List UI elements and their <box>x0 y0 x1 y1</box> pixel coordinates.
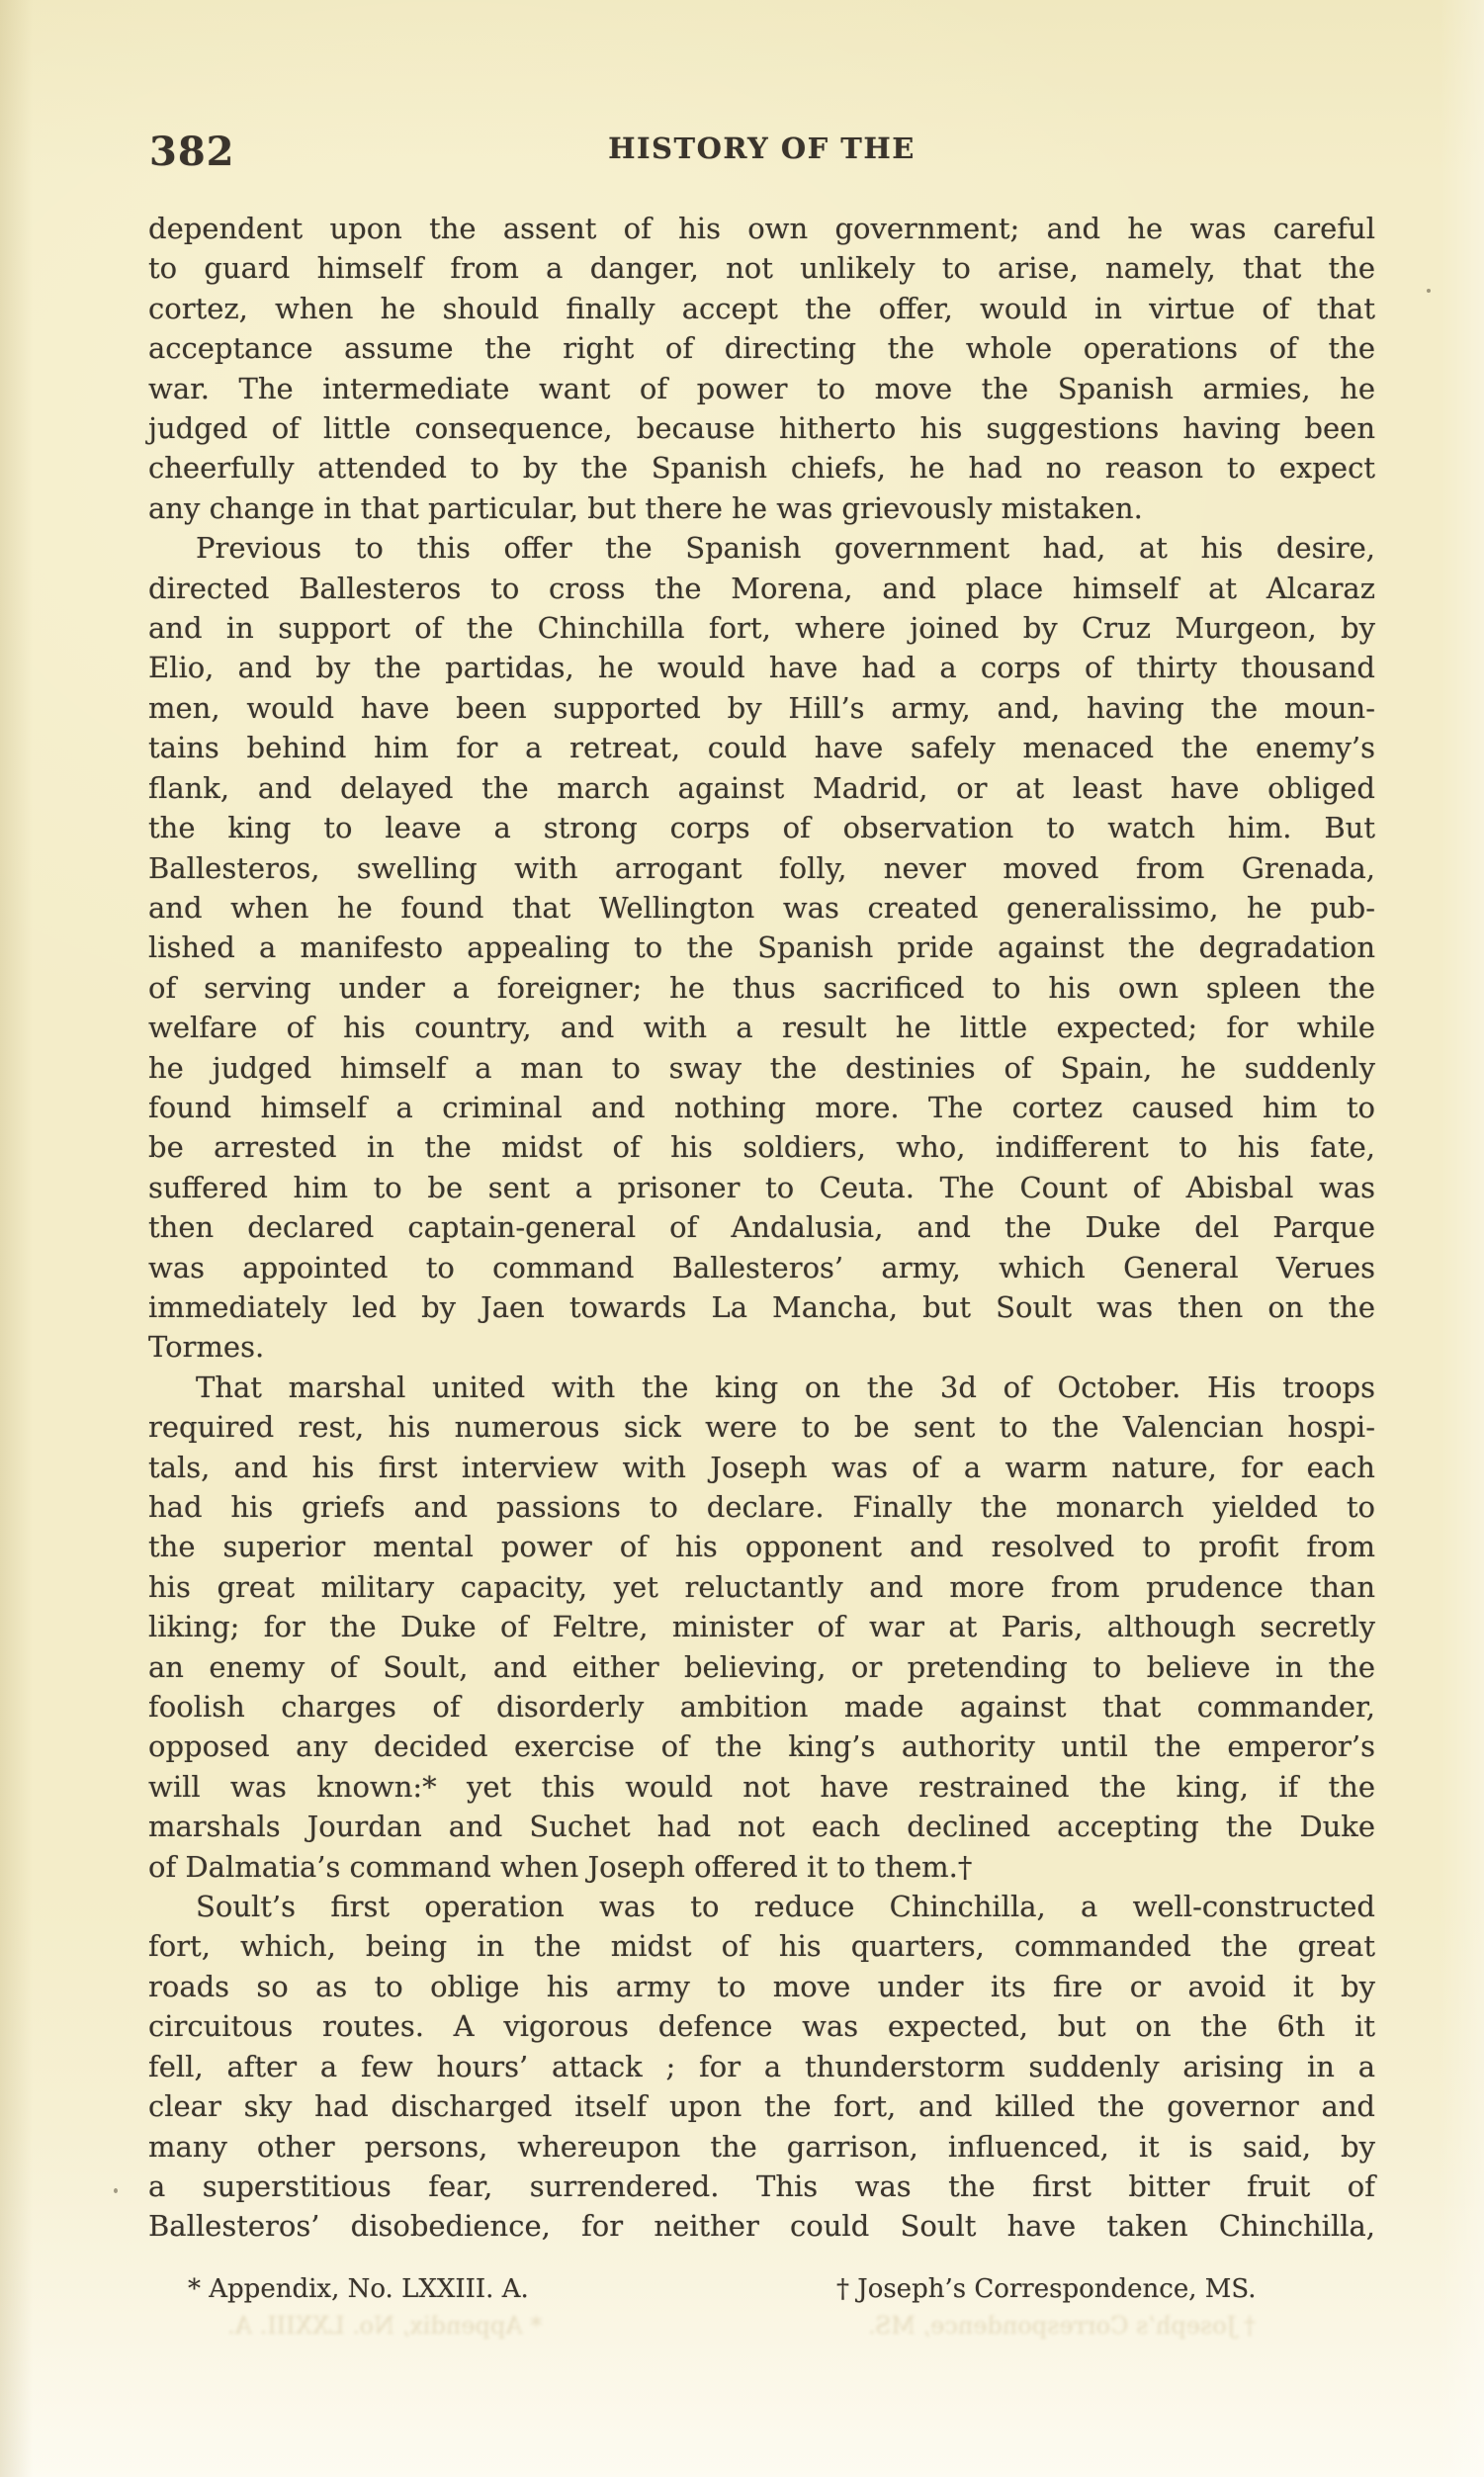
paper-speck <box>114 2188 118 2193</box>
bleed-through-fragment: † Joseph’s Correspondence, MS. <box>868 2312 1256 2340</box>
text-line: an enemy of Soult, and either believing, or pretending to believe in the <box>148 1649 1375 1684</box>
text-line: directed Ballesteros to cross the Morena, and place himself at Alcaraz <box>148 571 1375 605</box>
text-line: fort, which, being in the midst of his quarters, commanded the great <box>148 1929 1375 1964</box>
text-line: of serving under a foreigner; he thus sacrificed to his own spleen the <box>148 970 1375 1005</box>
text-line: tains behind him for a retreat, could have safely menaced the enemy’s <box>148 731 1375 765</box>
page-number: 382 <box>149 129 235 175</box>
running-title: HISTORY OF THE <box>608 132 916 165</box>
text-line: That marshal united with the king on the 3d of October. His troops <box>196 1370 1375 1404</box>
text-line: suffered him to be sent a prisoner to Ceuta. The Count of Abisbal was <box>148 1170 1375 1204</box>
running-head <box>0 0 1484 198</box>
text-line: the king to leave a strong corps of observation to watch him. But <box>148 811 1375 845</box>
footnotes <box>0 2274 1484 2314</box>
paper-speck <box>1427 289 1431 293</box>
text-line: and when he found that Wellington was created generalissimo, he pub- <box>148 890 1375 925</box>
text-line: was appointed to command Ballesteros’ army, which General Verues <box>148 1250 1375 1284</box>
footnote-correspondence: † Joseph’s Correspondence, MS. <box>836 2274 1257 2304</box>
text-line: had his griefs and passions to declare. Finally the monarch yielded to <box>148 1490 1375 1524</box>
text-line: a superstitious fear, surrendered. This was the first bitter fruit of <box>148 2168 1375 2203</box>
text-line: clear sky had discharged itself upon the fort, and killed the governor and <box>148 2089 1375 2124</box>
text-line: Elio, and by the partidas, he would have had a corps of thirty thousand <box>148 651 1375 685</box>
bleed-through-text <box>227 2312 1256 2340</box>
bleed-through-fragment: * Appendix, No. LXXIII. A. <box>227 2312 543 2340</box>
text-line: of Dalmatia’s command when Joseph offered it to them.† <box>148 1849 973 1884</box>
text-line: then declared captain-general of Andalusia, and the Duke del Parque <box>148 1210 1375 1245</box>
text-line: cortez, when he should finally accept the offer, would in virtue of that <box>148 291 1375 325</box>
text-line: to guard himself from a danger, not unlikely to arise, namely, that the <box>148 251 1375 286</box>
text-line: be arrested in the midst of his soldiers, who, indifferent to his fate, <box>148 1130 1375 1165</box>
text-line: men, would have been supported by Hill’s army, and, having the moun- <box>148 690 1375 725</box>
text-line: circuitous routes. A vigorous defence was expected, but on the 6th it <box>148 2009 1375 2044</box>
text-line: flank, and delayed the march against Madrid, or at least have obliged <box>148 770 1375 805</box>
text-line: acceptance assume the right of directing the whole operations of the <box>148 331 1375 366</box>
text-line: and in support of the Chinchilla fort, where joined by Cruz Murgeon, by <box>148 611 1375 646</box>
text-line: fell, after a few hours’ attack ; for a thunderstorm suddenly arising in a <box>148 2049 1375 2083</box>
text-line: Previous to this offer the Spanish government had, at his desire, <box>196 531 1375 566</box>
text-line: dependent upon the assent of his own government; and he was careful <box>148 212 1375 245</box>
text-line: cheerfully attended to by the Spanish chiefs, he had no reason to expect <box>148 451 1375 486</box>
text-line: required rest, his numerous sick were to be sent to the Valencian hospi- <box>148 1410 1375 1445</box>
text-line: welfare of his country, and with a result he little expected; for while <box>148 1011 1375 1045</box>
text-line: roads so as to oblige his army to move under its fire or avoid it by <box>148 1969 1375 2003</box>
page-body <box>148 209 1375 2247</box>
text-line: lished a manifesto appealing to the Spanish pride against the degradation <box>148 930 1375 965</box>
footnote-appendix: * Appendix, No. LXXIII. A. <box>188 2274 529 2304</box>
text-line: Soult’s first operation was to reduce Chinchilla, a well-constructed <box>196 1890 1375 1924</box>
text-line: liking; for the Duke of Feltre, minister of war at Paris, although secretly <box>148 1610 1375 1644</box>
text-line: the superior mental power of his opponent and resolved to profit from <box>148 1530 1375 1564</box>
text-line: tals, and his first interview with Joseph was of a warm nature, for each <box>148 1450 1375 1484</box>
text-line: will was known:* yet this would not have restrained the king, if the <box>148 1769 1375 1804</box>
text-line: opposed any decided exercise of the king’s authority until the emperor’s <box>148 1729 1375 1764</box>
text-line: Ballesteros’ disobedience, for neither could Soult have taken Chinchilla, <box>148 2209 1375 2244</box>
text-line: foolish charges of disorderly ambition made against that commander, <box>148 1690 1375 1725</box>
text-line: Tormes. <box>148 1330 265 1365</box>
text-line: his great military capacity, yet reluctantly and more from prudence than <box>148 1569 1375 1604</box>
text-line: marshals Jourdan and Suchet had not each declined accepting the Duke <box>148 1810 1375 1844</box>
text-line: any change in that particular, but there he was grievously mistaken. <box>148 490 1143 525</box>
text-line: found himself a criminal and nothing more. The cortez caused him to <box>148 1090 1375 1124</box>
text-line: judged of little consequence, because hitherto his suggestions having been <box>148 411 1375 446</box>
text-line: many other persons, whereupon the garrison, influenced, it is said, by <box>148 2129 1375 2164</box>
text-line: war. The intermediate want of power to move the Spanish armies, he <box>148 371 1375 405</box>
text-line: immediately led by Jaen towards La Mancha, but Soult was then on the <box>148 1289 1375 1324</box>
text-line: Ballesteros, swelling with arrogant folly, never moved from Grenada, <box>148 850 1375 885</box>
text-line: he judged himself a man to sway the destinies of Spain, he suddenly <box>148 1050 1375 1085</box>
